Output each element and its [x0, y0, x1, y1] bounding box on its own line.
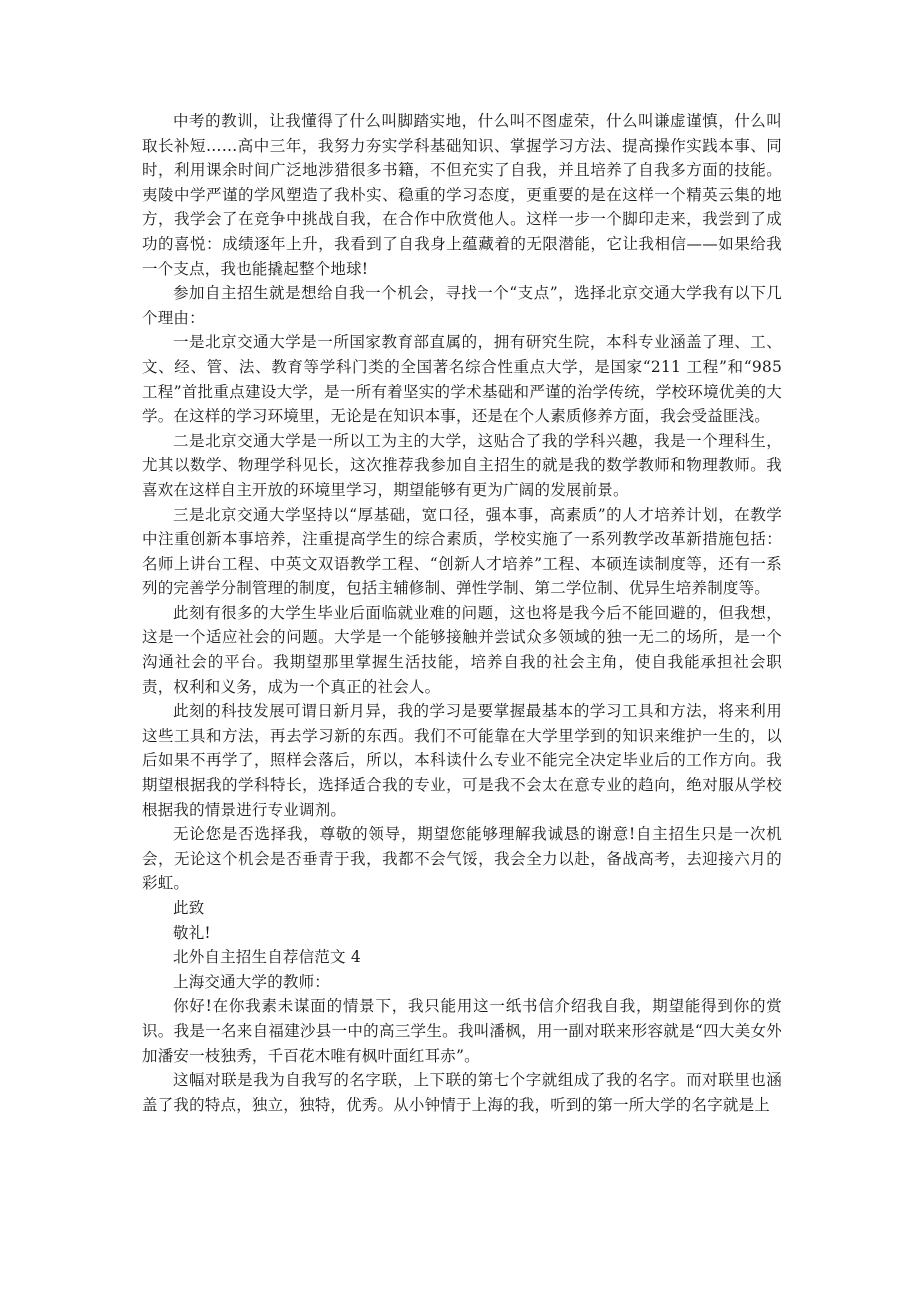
letter-page — [142, 109, 782, 1117]
section-title: 北外自主招生自荐信范文 4 — [173, 948, 361, 967]
paragraph-zhongkao-lesson: 中考的教训，让我懂得了什么叫脚踏实地，什么叫不图虚荣，什么叫谦虚谨慎，什么叫取长补短……高中三年，我努力夯实学科基础知识、掌握学习方法、提高操作实践本事、同时，利用课余时间广泛地涉猎很多书籍，不但充实了自我，并且培养了自我多方面的技能。夷陵中学严谨的学风塑造了我朴实、稳重的学习态度，更重要的是在这样一个精英云集的地方，我学会了在竞争中挑战自我，在合作中欣赏他人。这样一步一个脚印走来，我尝到了成功的喜悦：成绩逐年上升，我看到了自我身上蕴藏着的无限潜能，它让我相信——如果给我一个支点，我也能撬起整个地球! — [142, 112, 782, 278]
closing-regards: 此致 — [173, 899, 205, 917]
paragraph-couplet: 这幅对联是我为自我写的名字联，上下联的第七个字就组成了我的名字。而对联里也涵盖了我的特点，独立，独特，优秀。从小钟情于上海的我，听到的第一所大学的名字就是上 — [142, 1071, 782, 1114]
paragraph-gratitude: 无论您是否选择我，尊敬的领导，期望您能够理解我诚恳的谢意!自主招生只是一次机会，无论这个机会是否垂青于我，我都不会气馁，我会全力以赴，备战高考，去迎接六月的彩虹。 — [142, 825, 782, 893]
salutation: 上海交通大学的教师： — [173, 972, 331, 991]
paragraph-reason-one: 一是北京交通大学是一所国家教育部直属的，拥有研究生院，本科专业涵盖了理、工、文、经、管、法、教育等学科门类的全国著名综合性重点大学，是国家“211 工程”和“985 工程”首批重点建设大学，是一所有着坚实的学术基础和严谨的治学传统，学校环境优美的大学。在这样的学习环境里，无论是在知识本事，还是在个人素质修养方面，我会受益匪浅。 — [142, 333, 782, 426]
paragraph-fulcrum-reasons: 参加自主招生就是想给自我一个机会，寻找一个“支点”，选择北京交通大学我有以下几个理由： — [142, 284, 782, 327]
paragraph-technology: 此刻的科技发展可谓日新月异，我的学习是要掌握最基本的学习工具和方法，将来利用这些工具和方法，再去学习新的东西。我们不可能靠在大学里学到的知识来维护一生的，以后如果不再学了，照样会落后，所以，本科读什么专业不能完全决定毕业后的工作方向。我期望根据我的学科特长，选择适合我的专业，可是我不会太在意专业的趋向，绝对服从学校根据我的情景进行专业调剂。 — [142, 702, 782, 819]
paragraph-reason-two: 二是北京交通大学是一所以工为主的大学，这贴合了我的学科兴趣，我是一个理科生，尤其以数学、物理学科见长，这次推荐我参加自主招生的就是我的数学教师和物理教师。我喜欢在这样自主开放的环境里学习，期望能够有更为广阔的发展前景。 — [142, 431, 782, 499]
paragraph-reason-three: 三是北京交通大学坚持以“厚基础，宽口径，强本事，高素质”的人才培养计划，在教学中注重创新本事培养，注重提高学生的综合素质，学校实施了一系列教学改革新措施包括：名师上讲台工程、中英文双语教学工程、“创新人才培养”工程、本硕连读制度等，还有一系列的完善学分制管理的制度，包括主辅修制、弹性学制、第二学位制、优异生培养制度等。 — [142, 505, 782, 598]
closing-salute: 敬礼! — [173, 923, 211, 942]
paragraph-introduction: 你好!在你我素未谋面的情景下，我只能用这一纸书信介绍我自我，期望能得到你的赏识。我是一名来自福建沙县一中的高三学生。我叫潘枫，用一副对联来形容就是“四大美女外加潘安一枝独秀，千百花木唯有枫叶面红耳赤”。 — [142, 997, 782, 1065]
paragraph-employment: 此刻有很多的大学生毕业后面临就业难的问题，这也将是我今后不能回避的，但我想，这是一个适应社会的问题。大学是一个能够接触并尝试众多领域的独一无二的场所，是一个沟通社会的平台。我期望那里掌握生活技能，培养自我的社会主角，使自我能承担社会职责，权利和义务，成为一个真正的社会人。 — [142, 603, 782, 696]
